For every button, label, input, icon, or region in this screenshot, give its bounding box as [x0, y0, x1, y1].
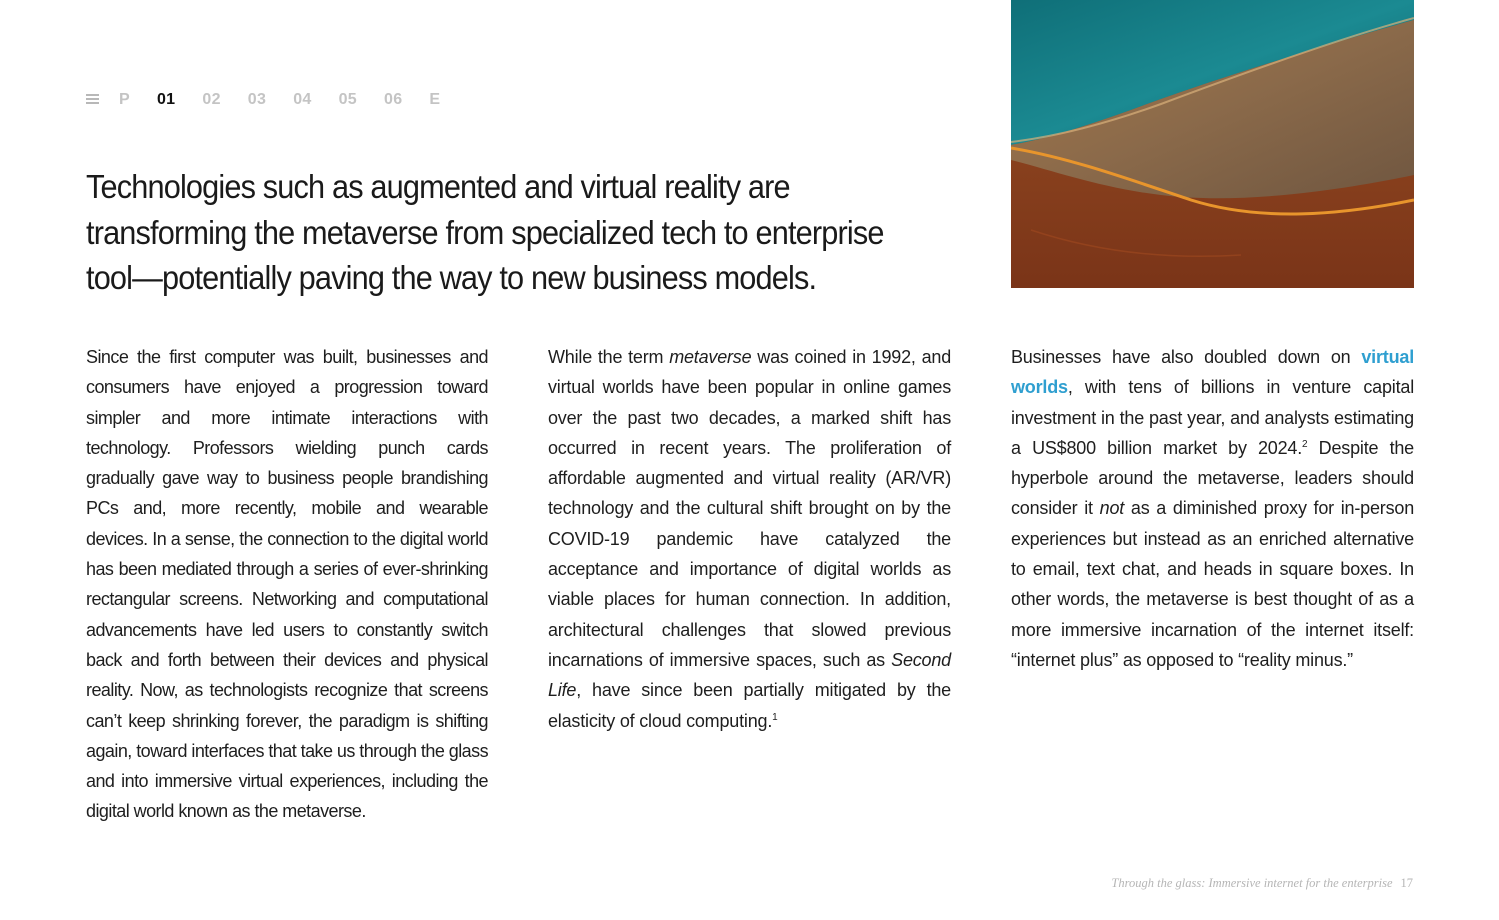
- text-run: While the term: [548, 347, 670, 367]
- hero-image: [1011, 0, 1414, 288]
- nav-item-04[interactable]: 04: [293, 91, 312, 108]
- nav-item-01[interactable]: 01: [156, 91, 176, 108]
- italic-term: not: [1099, 498, 1125, 519]
- section-nav: [86, 88, 467, 112]
- abstract-landscape-image: [1011, 0, 1414, 288]
- nav-item-05[interactable]: 05: [338, 91, 358, 108]
- page-number: 17: [1400, 876, 1413, 890]
- body-column-1: Since the first computer was built, businesses and consumers have enjoyed a progression toward simpler and more intimate interactions with technology. Professors wielding punch cards gradually gave way to business people brandishing PCs and, more recently, mobile and wearable devices. In a sense, the connection to the digital world has been mediated through a series of ever-shrinking rectangular screens. Networking and computational advancements have led users to constantly switch back and forth between their devices and physical reality. Now, as technologists recognize that screens can’t keep shrinking forever, the paradigm is shifting again, toward interfaces that take us through the glass and into immersive virtual experiences, including the digital world known as the metaverse.: [86, 347, 489, 822]
- body-column-3: [1011, 342, 1414, 675]
- text-run: Businesses have also doubled down on: [1011, 347, 1362, 367]
- text-run: as a diminished proxy for in-person experiences but instead as an enriched alternative to email, text chat, and heads in square boxes. In other words, the metaverse is best thought of as a more immersive incarnation of the internet itself: “internet plus” as opposed to “reality minus.”: [1011, 498, 1415, 670]
- nav-item-p[interactable]: P: [119, 91, 130, 108]
- body-column-2: [548, 342, 951, 736]
- nav-item-03[interactable]: 03: [247, 91, 267, 108]
- virtual-worlds-link[interactable]: virtual worlds: [1011, 347, 1414, 398]
- text-run: Despite the hyperbole around the metaverse, leaders should consider it: [1011, 437, 1414, 519]
- footnote-marker[interactable]: 2: [1302, 438, 1308, 450]
- footer-title: Through the glass: Immersive internet for the enterprise: [1111, 876, 1393, 890]
- italic-term: Second Life: [548, 649, 951, 701]
- nav-item-02[interactable]: 02: [202, 91, 221, 108]
- page-footer: [1111, 876, 1413, 891]
- text-run: , have since been partially mitigated by the elasticity of cloud computing.: [548, 680, 951, 731]
- nav-item-06[interactable]: 06: [384, 91, 403, 108]
- footnote-marker[interactable]: 1: [772, 711, 778, 723]
- page-headline: Technologies such as augmented and virtual reality are transforming the metaverse from specialized tech to enterprise tool—potentially paving the way to new business models.: [86, 168, 884, 296]
- menu-icon[interactable]: [86, 94, 99, 106]
- text-run: was coined in 1992, and virtual worlds have been popular in online games over the past two decades, a marked shift has occurred in recent years. The proliferation of affordable augmented and virtual reality (AR/VR) technology and the cultural shift brought on by the COVID-19 pandemic have catalyzed the acceptance and importance of digital worlds as viable places for human connection. In addition, architectural challenges that slowed previous incarnations of immersive spaces, such as: [548, 347, 951, 670]
- nav-item-e[interactable]: E: [429, 91, 441, 108]
- italic-term: metaverse: [669, 347, 752, 367]
- text-run: , with tens of billions in venture capital investment in the past year, and analysts estimating a US$800 billion market by 2024.: [1011, 377, 1414, 458]
